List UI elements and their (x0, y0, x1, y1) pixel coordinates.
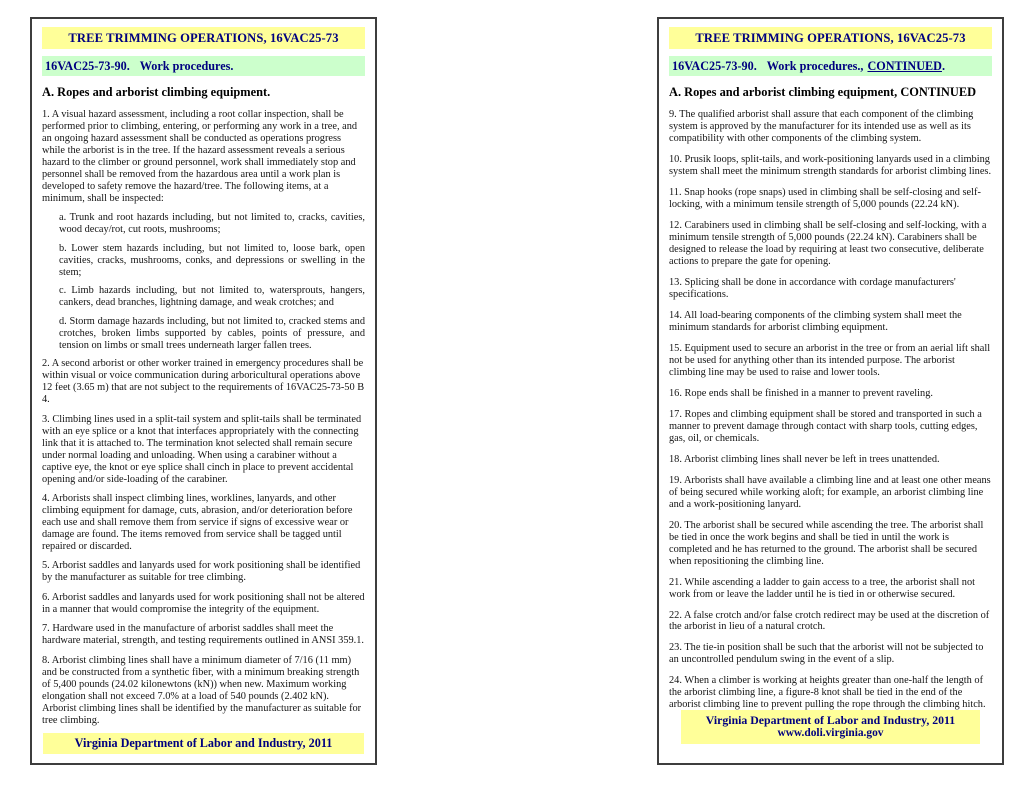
paragraph-1: 1. A visual hazard assessment, including a root collar inspection, shall be performed prior to climbing, entering, or performing any work in a tree, and an ongoing hazard assessment shall be conducted as operations progress while the arborist is in the tree. If the hazard assessment reveals a serious hazard to the climber or ground personnel, work shall immediately stop and personnel shall be removed from the hazardous area until a work plan is developed to safety remove the hazard/tree. The following items, at a minimum, shall be inspected: (42, 109, 358, 204)
footer-website: www.doli.virginia.gov (777, 727, 884, 740)
paragraph-3: 3. Climbing lines used in a split-tail system and split-tails shall be terminated with an eye splice or a knot that interfaces appropriately with the connecting link that it is attached to. The termination knot selected shall remain secure under normal loading and unloading. When using a carabiner without a captive eye, the knot or eye splice shall cinch in place to prevent accidental opening and/or side-loading of the carabiner. (42, 413, 362, 485)
regulation-label: Work procedures., (766, 59, 864, 73)
regulation-code: 16VAC25-73-90. (672, 59, 757, 73)
subitem-c: c. Limb hazards including, but not limited to, watersprouts, hangers, cankers, dead branches, lightning damage, and weak crotches; and (59, 285, 365, 309)
regulation-code-bar (669, 56, 992, 76)
regulation-label: Work procedures. (139, 59, 234, 73)
paragraph-19: 19. Arborists shall have available a climbing line and at least one other means of being secured while working aloft; for example, an arborist climbing line and a work-positioning lanyard. (669, 474, 991, 510)
paragraph-9: 9. The qualified arborist shall assure that each component of the climbing system is approved by the manufacturer for its intended use as well as its compatibility with other components of the climbing system. (669, 109, 974, 144)
paragraph-6: 6. Arborist saddles and lanyards used for work positioning shall not be altered in a manner that would compromise the integrity of the equipment. (42, 591, 365, 615)
footer-org: Virginia Department of Labor and Industry, 2011 (705, 713, 956, 728)
page-title: TREE TRIMMING OPERATIONS, 16VAC25-73 (669, 27, 992, 49)
paragraph-10: 10. Prusik loops, split-tails, and work-positioning lanyards used in a climbing system shall meet the minimum strength standards for arborist climbing lines. (669, 153, 992, 177)
document-page-right (657, 17, 1004, 765)
paragraph-8: 8. Arborist climbing lines shall have a minimum diameter of 7/16 (11 mm) and be constructed from a synthetic fiber, with a minimum breaking strength of 5,400 pounds (24.02 kilonewtons (kN)) when new. Maximum working elongation shall not exceed 7.0% at a load of 540 pounds (2.402 kN). Arborist climbing lines shall be identified by the manufacturer as suitable for tree climbing. (42, 654, 362, 726)
paragraph-16: 16. Rope ends shall be finished in a manner to prevent raveling. (669, 387, 933, 399)
regulation-code: 16VAC25-73-90. (45, 59, 130, 73)
regulation-continued-period: . (941, 59, 946, 73)
paragraph-7: 7. Hardware used in the manufacture of arborist saddles shall meet the hardware material, strength, and testing requirements outlined in ANSI 359.1. (42, 623, 365, 647)
footer-org: Virginia Department of Labor and Industry, 2011 (74, 736, 333, 751)
regulation-continued-label: CONTINUED (867, 59, 942, 73)
paragraph-14: 14. All load-bearing components of the climbing system shall meet the minimum standards for arborist climbing equipment. (669, 309, 962, 333)
page-footer (681, 710, 980, 744)
subitem-d: d. Storm damage hazards including, but not limited to, cracked stems and crotches, broken limbs supported by cables, points of pressure, and tension on limbs or small trees underneath larger fallen trees. (59, 315, 365, 351)
paragraph-2: 2. A second arborist or other worker trained in emergency procedures shall be within visual or voice communication during arboricultural operations above 12 feet (3.65 m) that are not subject to the requirements of 16VAC25-73-50 B 4. (42, 358, 365, 406)
subitem-a: a. Trunk and root hazards including, but not limited to, cracks, cavities, wood decay/rot, cut roots, mushrooms; (59, 212, 365, 236)
paragraph-18: 18. Arborist climbing lines shall never be left in trees unattended. (669, 453, 940, 465)
regulation-code-bar (42, 56, 365, 76)
paragraph-11: 11. Snap hooks (rope snaps) used in climbing shall be self-closing and self-locking, with a minimum tensile strength of 5,000 pounds (22.24 kN). (669, 186, 981, 210)
paragraph-21: 21. While ascending a ladder to gain access to a tree, the arborist shall not work from or leave the ladder until he is tied in or otherwise secured. (669, 576, 975, 600)
paragraph-24: 24. When a climber is working at heights greater than one-half the length of the arborist climbing line, a figure-8 knot shall be tied in the end of the arborist climbing line to prevent pulling the rope through the climbing hitch. (669, 675, 986, 711)
paragraph-4: 4. Arborists shall inspect climbing lines, worklines, lanyards, and other climbing equipment for damage, cuts, abrasion, and/or deterioration before each use and shall remove them from service if signs of excessive wear or damage are found. The items removed from service shall be tagged until repaired or discarded. (42, 493, 353, 552)
document-page-left (30, 17, 377, 765)
page-title: TREE TRIMMING OPERATIONS, 16VAC25-73 (42, 27, 365, 49)
section-heading: A. Ropes and arborist climbing equipment. (42, 85, 271, 99)
subitem-b: b. Lower stem hazards including, but not limited to, loose bark, open cavities, cracks, mushrooms, conks, and depressions or swelling in the stem; (59, 242, 365, 278)
section-heading: A. Ropes and arborist climbing equipment, CONTINUED (669, 85, 977, 99)
paragraph-22: 22. A false crotch and/or false crotch redirect may be used at the discretion of the arborist in lieu of a natural crotch. (669, 609, 990, 633)
paragraph-23: 23. The tie-in position shall be such that the arborist will not be subjected to an uncontrolled pendulum swing in the event of a slip. (669, 642, 984, 666)
paragraph-13: 13. Splicing shall be done in accordance with cordage manufacturers' specifications. (669, 276, 956, 300)
paragraph-20: 20. The arborist shall be secured while ascending the tree. The arborist shall be tied in once the work begins and shall be tied in until the work is completed and he has returned to the ground. The arborist shall be secured when repositioning the climbing line. (669, 519, 984, 567)
paragraph-5: 5. Arborist saddles and lanyards used for work positioning shall be identified by the manufacturer as suitable for tree climbing. (42, 560, 361, 584)
paragraph-17: 17. Ropes and climbing equipment shall be stored and transported in such a manner to prevent damage through contact with sharp tools, cutting edges, gas, oil, or chemicals. (669, 408, 982, 444)
page-footer (43, 733, 364, 754)
paragraph-15: 15. Equipment used to secure an arborist in the tree or from an aerial lift shall not be used for anything other than its intended purpose. The arborist climbing line may be used to raise and lower tools. (669, 342, 991, 378)
paragraph-12: 12. Carabiners used in climbing shall be self-closing and self-locking, with a minimum tensile strength of 5,000 pounds (22.24 kN). Carabiners shall be designed to release the load by requiring at least two consecutive, deliberate actions to prepare the gate for opening. (669, 219, 987, 267)
